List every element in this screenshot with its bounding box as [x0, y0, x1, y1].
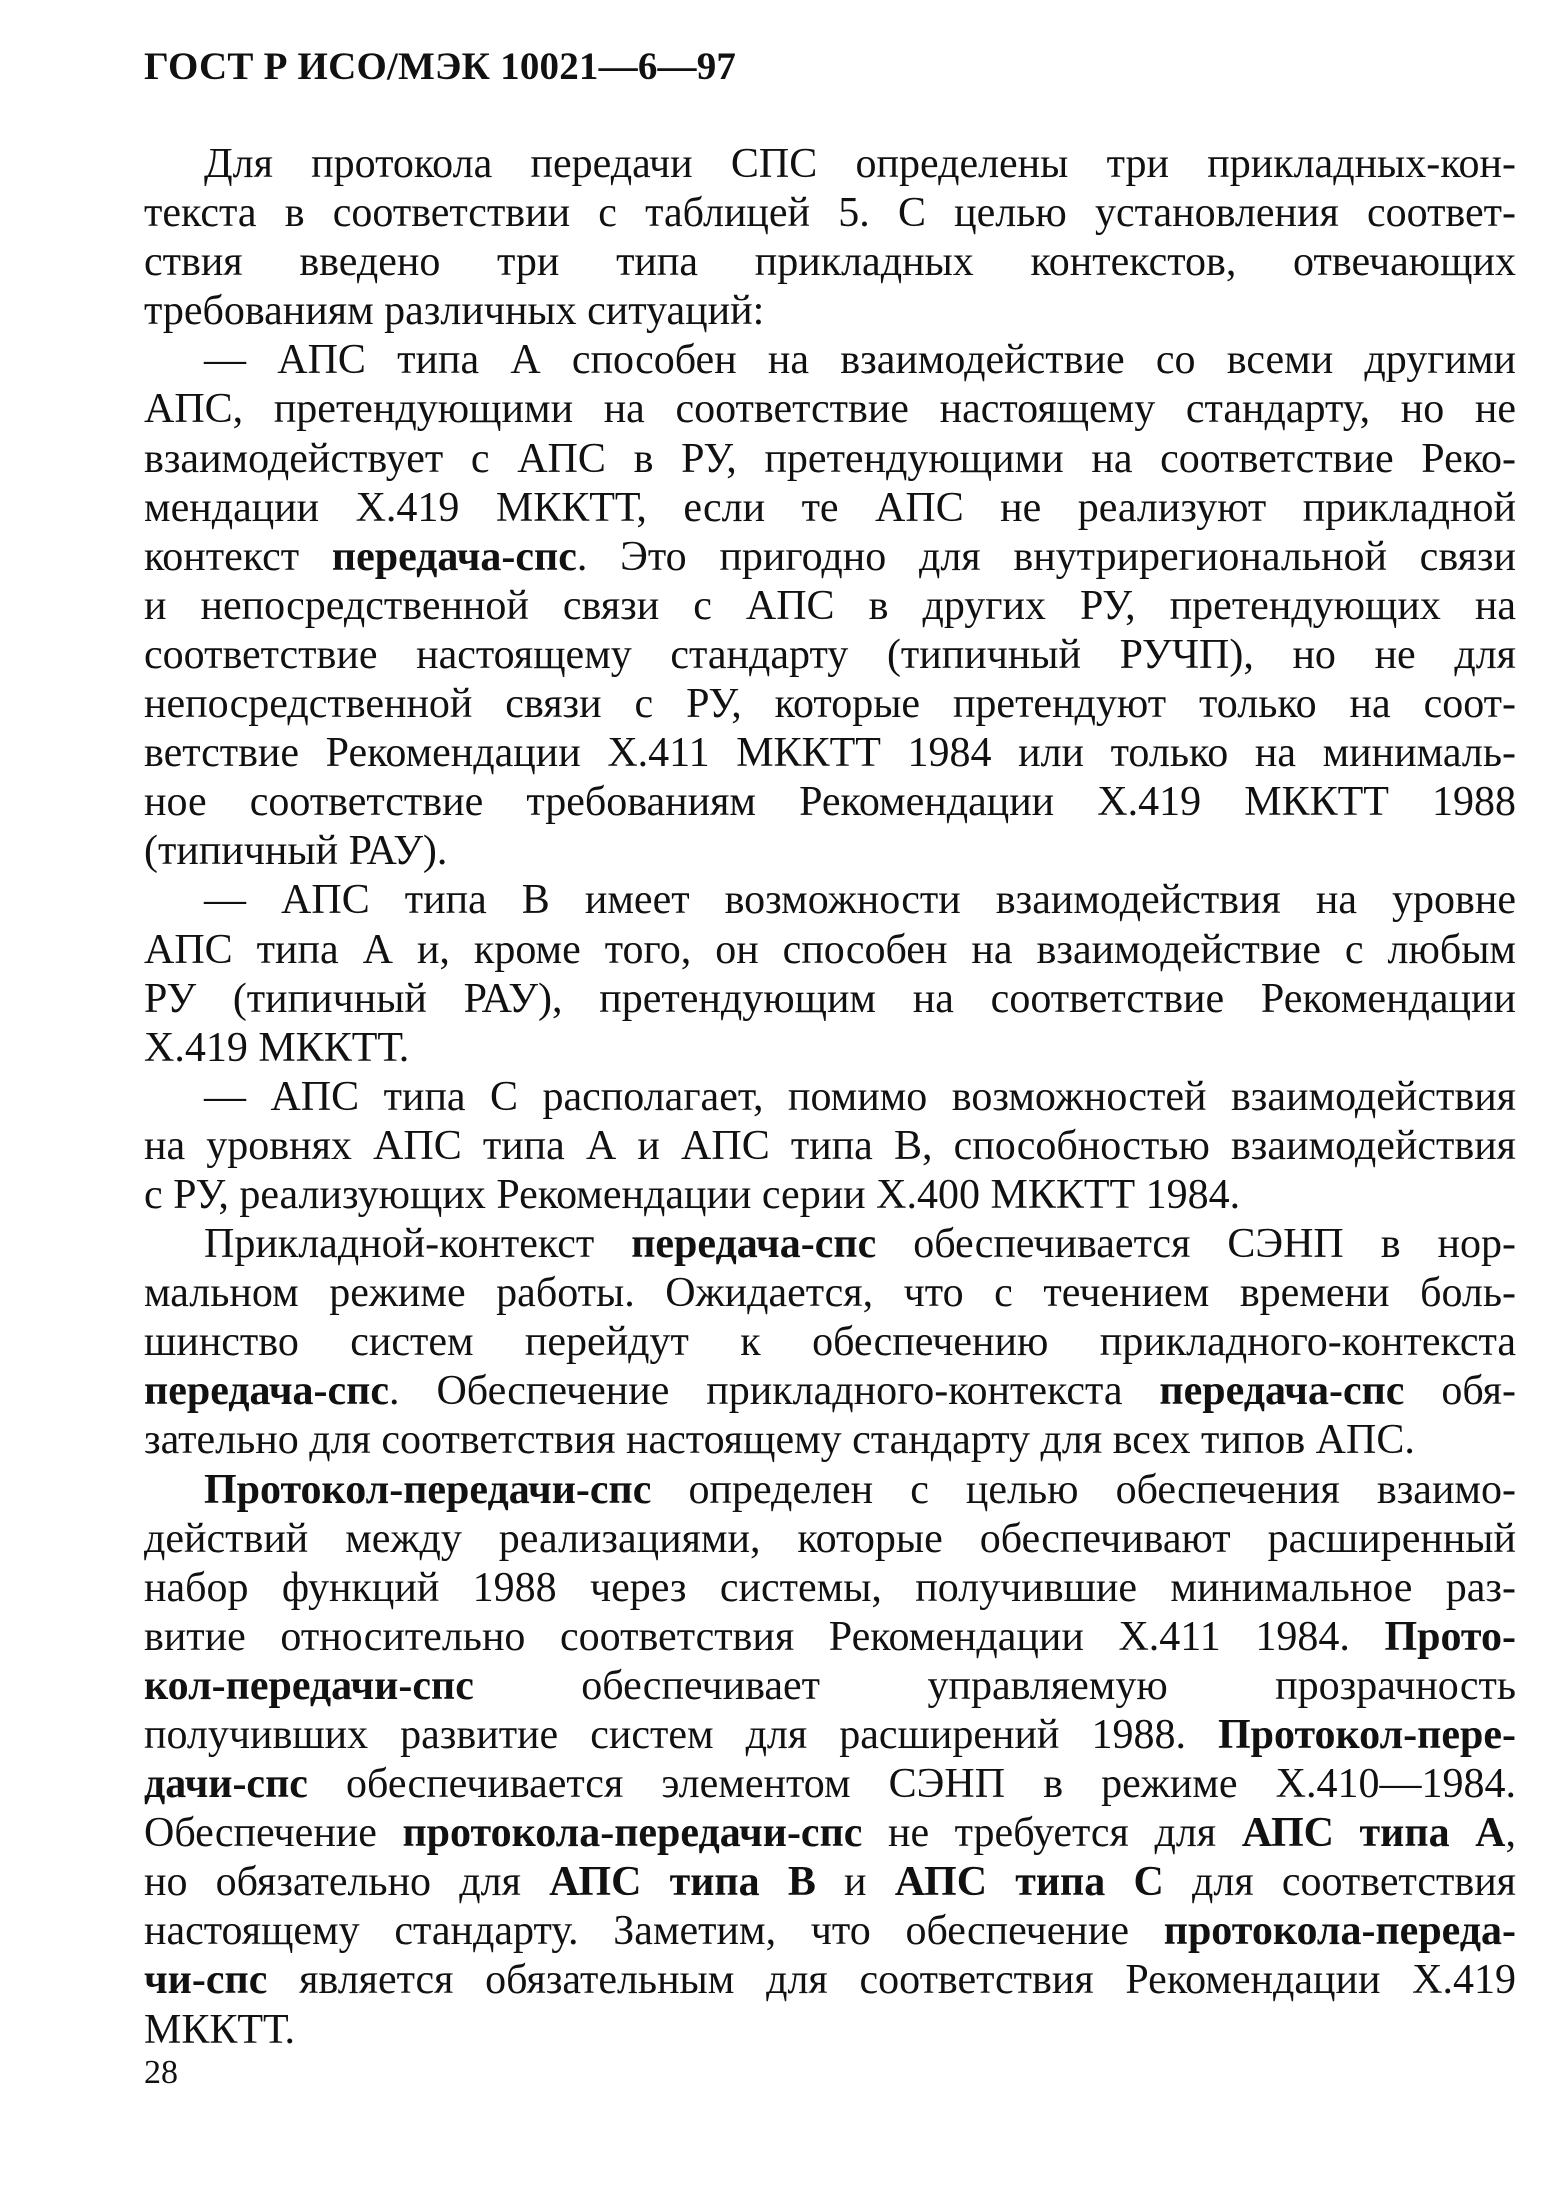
text-run: обеспечивается элементом СЭНП в режиме X.410—1984.: [307, 1761, 1516, 1808]
text-run: определен с целью обеспечения взаимо-: [651, 1466, 1516, 1513]
text-run: для соответствия: [1163, 1859, 1517, 1906]
bold-term: кол-передачи-спс: [144, 1662, 474, 1709]
text-line: [144, 435, 1516, 484]
text-run: ветствие Рекомендации X.411 МККТТ 1984 или только на минималь-: [144, 730, 1516, 777]
text-line: [144, 1809, 1516, 1858]
text-run: набор функций 1988 через системы, получившие минимальное раз-: [144, 1564, 1516, 1611]
text-line: [144, 1711, 1516, 1760]
bold-term: чи-спс: [144, 1957, 268, 2004]
text-line: [144, 582, 1516, 631]
text-run: РУ (типичный РАУ), претендующим на соответствие Рекомендации: [144, 975, 1516, 1022]
text-run: требованиям различных ситуаций:: [144, 288, 765, 335]
text-line: [144, 975, 1516, 1024]
text-run: МККТТ.: [144, 2006, 295, 2053]
text-line: [144, 1858, 1516, 1907]
page-number: 28: [144, 2054, 178, 2091]
text-line: [144, 926, 1516, 975]
text-line: [144, 876, 1516, 925]
bold-term: Прото-: [1384, 1613, 1516, 1660]
text-run: с РУ, реализующих Рекомендации серии X.400 МККТТ 1984.: [144, 1171, 1241, 1218]
text-run: шинство систем перейдут к обеспечению прикладного-контекста: [144, 1319, 1516, 1366]
bold-term: передача-спс: [631, 1221, 877, 1268]
text-line: [144, 1318, 1516, 1367]
text-run: ,: [1505, 1810, 1516, 1857]
text-line: [144, 533, 1516, 582]
bold-term: передача-спс: [1159, 1368, 1405, 1415]
text-run: на уровнях АПС типа А и АПС типа В, способностью взаимодействия: [144, 1122, 1516, 1169]
text-line: [144, 336, 1516, 385]
text-run: но обязательно для: [144, 1859, 550, 1906]
text-run: — АПС типа В имеет возможности взаимодействия на уровне: [204, 877, 1516, 924]
bold-term: Протокол-передачи-спс: [204, 1466, 652, 1513]
text-run: АПС типа А и, кроме того, он способен на взаимодействие с любым: [144, 926, 1516, 973]
text-run: является обязательным для соответствия Рекомендации X.419: [267, 1957, 1516, 2004]
text-run: соответствие настоящему стандарту (типичный РУЧП), но не для: [144, 631, 1516, 678]
text-run: не требуется для: [862, 1810, 1242, 1857]
text-line: [144, 1122, 1516, 1171]
text-line: [144, 1220, 1516, 1269]
document-header: ГОСТ Р ИСО/МЭК 10021—6—97: [144, 45, 737, 88]
text-run: взаимодействует с АПС в РУ, претендующими на соответствие Реко-: [144, 435, 1516, 482]
text-line: [144, 1466, 1516, 1515]
text-run: ствия введено три типа прикладных контекстов, отвечающих: [144, 239, 1516, 286]
text-line: [144, 238, 1516, 287]
text-line: [144, 1171, 1516, 1220]
bold-term: передача-спс: [144, 1368, 390, 1415]
text-line: [144, 1269, 1516, 1318]
text-line: [144, 729, 1516, 778]
text-line: [144, 778, 1516, 827]
text-run: витие относительно соответствия Рекомендации X.411 1984.: [144, 1613, 1385, 1660]
text-run: обеспечивает управляемую прозрачность: [473, 1662, 1516, 1709]
bold-term: АПС типа В: [549, 1859, 816, 1906]
text-run: — АПС типа С располагает, помимо возможностей взаимодействия: [204, 1073, 1516, 1120]
text-run: получивших развитие систем для расширений 1988.: [144, 1712, 1218, 1758]
text-line: [144, 1907, 1516, 1956]
document-body: [144, 140, 1516, 2055]
bold-term: протокола-переда-: [1163, 1908, 1516, 1955]
text-line: [144, 1367, 1516, 1416]
text-run: АПС, претендующими на соответствие настоящему стандарту, но не: [144, 386, 1516, 433]
text-line: [144, 140, 1516, 189]
text-line: [144, 1073, 1516, 1122]
text-line: [144, 631, 1516, 680]
text-run: настоящему стандарту. Заметим, что обеспечение: [144, 1908, 1164, 1955]
text-run: зательно для соответствия настоящему стандарту для всех типов АПС.: [144, 1417, 1415, 1464]
text-line: [144, 1564, 1516, 1613]
bold-term: АПС типа С: [894, 1859, 1164, 1906]
text-run: . Это пригодно для внутрирегиональной связи: [576, 533, 1516, 580]
text-run: X.419 МККТТ.: [144, 1024, 410, 1071]
text-run: (типичный РАУ).: [144, 828, 448, 875]
text-line: [144, 1024, 1516, 1073]
text-run: действий между реализациями, которые обеспечивают расширенный: [144, 1515, 1516, 1562]
text-line: [144, 189, 1516, 238]
bold-term: дачи-спс: [144, 1761, 308, 1808]
bold-term: протокола-передачи-спс: [402, 1810, 863, 1857]
text-run: мальном режиме работы. Ожидается, что с течением времени боль-: [144, 1270, 1516, 1317]
text-run: Для протокола передачи СПС определены три прикладных-кон-: [204, 141, 1516, 187]
text-run: текста в соответствии с таблицей 5. С целью установления соответ-: [144, 190, 1516, 237]
text-run: непосредственной связи с РУ, которые претендуют только на соот-: [144, 681, 1516, 728]
text-run: ное соответствие требованиям Рекомендации X.419 МККТТ 1988: [144, 779, 1516, 826]
text-run: — АПС типа А способен на взаимодействие со всеми другими: [204, 337, 1516, 384]
text-line: [144, 1662, 1516, 1711]
text-line: [144, 1515, 1516, 1564]
text-run: Обеспечение: [144, 1810, 403, 1857]
text-line: [144, 287, 1516, 336]
text-line: [144, 2006, 1516, 2055]
text-run: обеспечивается СЭНП в нор-: [876, 1221, 1516, 1268]
text-run: обя-: [1404, 1368, 1516, 1415]
text-line: [144, 680, 1516, 729]
text-run: Прикладной-контекст: [204, 1221, 632, 1268]
text-line: [144, 1956, 1516, 2005]
bold-term: АПС типа А: [1241, 1810, 1506, 1857]
text-run: . Обеспечение прикладного-контекста: [389, 1368, 1160, 1415]
text-line: [144, 385, 1516, 434]
text-line: [144, 1760, 1516, 1809]
text-run: и: [815, 1859, 895, 1906]
text-run: и непосредственной связи с АПС в других РУ, претендующих на: [144, 582, 1516, 629]
bold-term: передача-спс: [331, 533, 577, 580]
text-line: [144, 1613, 1516, 1662]
text-line: [144, 484, 1516, 533]
text-run: мендации X.419 МККТТ, если те АПС не реализуют прикладной: [144, 484, 1516, 531]
text-line: [144, 1416, 1516, 1465]
bold-term: Протокол-пере-: [1217, 1712, 1516, 1758]
text-line: [144, 827, 1516, 876]
text-run: контекст: [144, 533, 332, 580]
